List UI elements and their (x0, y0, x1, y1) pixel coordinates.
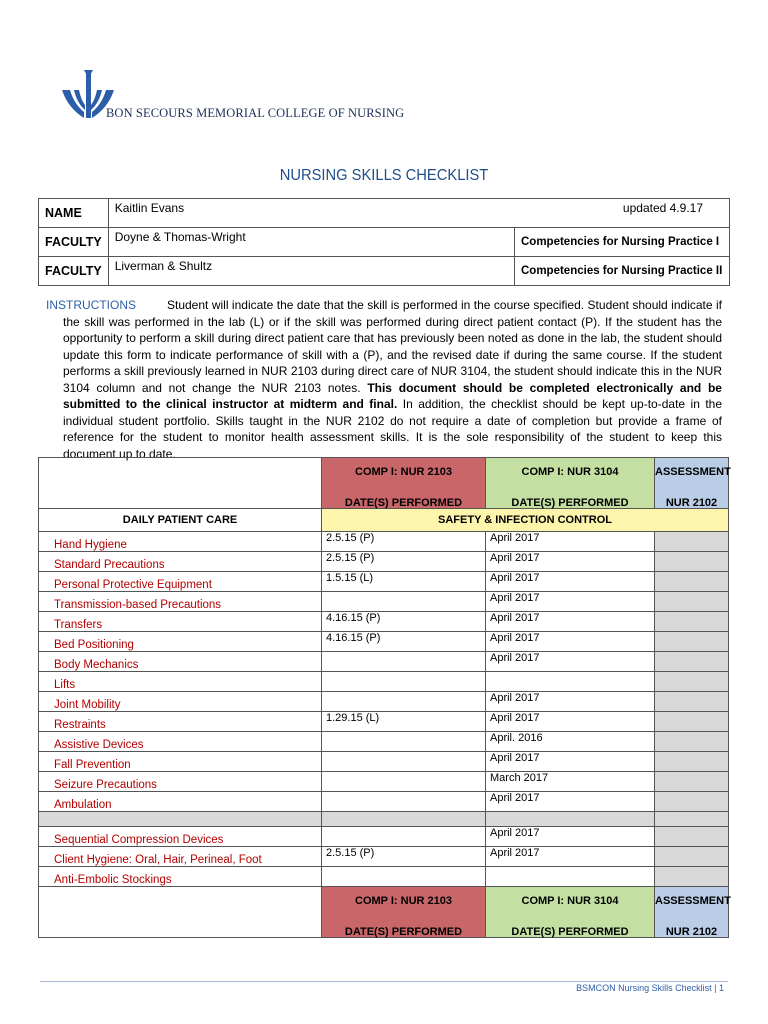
nur3104-date-cell[interactable]: April 2017 (486, 752, 655, 772)
comp2-subtitle: DATE(S) PERFORMED (511, 497, 629, 509)
skill-name: Standard Precautions (39, 552, 322, 572)
skill-row (39, 712, 729, 732)
comp1-title: COMP I: NUR 2103 (355, 895, 452, 907)
nur3104-date-cell[interactable]: April 2017 (486, 572, 655, 592)
course-2-label: Competencies for Nursing Practice II (515, 257, 730, 286)
skill-row (39, 552, 729, 572)
nur3104-date-cell[interactable]: April 2017 (486, 552, 655, 572)
nur3104-date-cell[interactable]: April 2017 (486, 532, 655, 552)
skill-row (39, 827, 729, 847)
skill-name: Personal Protective Equipment (39, 572, 322, 592)
nur3104-date-cell[interactable] (486, 867, 655, 887)
nur3104-date-cell[interactable]: April 2017 (486, 632, 655, 652)
skill-name: Ambulation (39, 792, 322, 812)
assessment-header (655, 887, 729, 938)
nur3104-date-cell[interactable]: April 2017 (486, 592, 655, 612)
nur3104-date-cell[interactable]: April 2017 (486, 652, 655, 672)
skill-name: Anti-Embolic Stockings (39, 867, 322, 887)
skill-row (39, 752, 729, 772)
assessment-cell (655, 692, 729, 712)
page-title: NURSING SKILLS CHECKLIST (279, 167, 489, 184)
name-label: NAME (39, 199, 109, 228)
skill-row (39, 572, 729, 592)
comp1-header (322, 887, 486, 938)
nur2103-date-cell[interactable]: 2.5.15 (P) (322, 847, 486, 867)
comp2-header (486, 887, 655, 938)
nur2103-date-cell[interactable] (322, 732, 486, 752)
nur2103-date-cell[interactable]: 4.16.15 (P) (322, 632, 486, 652)
skill-row (39, 652, 729, 672)
assessment-header (655, 458, 729, 509)
instructions-text-1: Student will indicate the date that the skill is performed in the course specified. Student should indicate if the skill was performed in the lab (L) or if the skill was performed during direct patient contact (P). If the student has the opportunity to perform a skill during direct patient care that has previously been noted as done in the lab, the student should update this form to indicate performance of skill with a (P), and the revised date if during the same course. If the student performs a skill previously learned in NUR 2103 during direct care of NUR 3104, the student should indicate this in the NUR 3104 column and not change the NUR 2103 notes. (63, 298, 722, 395)
assessment-cell (655, 672, 729, 692)
assessment-title: ASSESSMENT (655, 466, 731, 478)
nur2103-date-cell[interactable] (322, 692, 486, 712)
spacer-cell (39, 812, 322, 827)
updated-date: updated 4.9.17 (622, 201, 703, 215)
skill-row (39, 867, 729, 887)
assessment-cell (655, 532, 729, 552)
skill-name: Lifts (39, 672, 322, 692)
skill-row (39, 672, 729, 692)
nur2103-date-cell[interactable] (322, 792, 486, 812)
course-1-label: Competencies for Nursing Practice I (515, 228, 730, 257)
name-field[interactable] (108, 199, 729, 228)
skill-row (39, 532, 729, 552)
assessment-cell (655, 592, 729, 612)
skill-name: Joint Mobility (39, 692, 322, 712)
nur3104-date-cell[interactable]: April. 2016 (486, 732, 655, 752)
header-blank (39, 887, 322, 938)
spacer-row (39, 812, 729, 827)
skill-row (39, 772, 729, 792)
skill-row (39, 612, 729, 632)
faculty-1-field[interactable]: Doyne & Thomas-Wright (108, 228, 514, 257)
nur2103-date-cell[interactable] (322, 772, 486, 792)
column-footer-row (39, 887, 729, 938)
section-safety-infection-control: SAFETY & INFECTION CONTROL (322, 509, 729, 532)
skill-name: Transfers (39, 612, 322, 632)
college-logo (60, 70, 405, 122)
comp2-title: COMP I: NUR 3104 (521, 895, 619, 907)
nur3104-date-cell[interactable]: March 2017 (486, 772, 655, 792)
assessment-cell (655, 792, 729, 812)
nur2103-date-cell[interactable] (322, 652, 486, 672)
comp2-subtitle: DATE(S) PERFORMED (511, 926, 629, 938)
header-blank (39, 458, 322, 509)
assessment-course: NUR 2102 (665, 926, 718, 938)
skills-checklist-table (38, 457, 729, 938)
skill-name: Body Mechanics (39, 652, 322, 672)
assessment-course: NUR 2102 (665, 497, 718, 509)
section-header-row (39, 509, 729, 532)
skill-name: Bed Positioning (39, 632, 322, 652)
faculty-label: FACULTY (39, 257, 109, 286)
assessment-cell (655, 732, 729, 752)
nur2103-date-cell[interactable]: 4.16.15 (P) (322, 612, 486, 632)
comp1-subtitle: DATE(S) PERFORMED (344, 497, 463, 509)
assessment-cell (655, 867, 729, 887)
skill-name: Client Hygiene: Oral, Hair, Perineal, Foot (39, 847, 322, 867)
instructions-body (46, 297, 722, 462)
college-name: BON SECOURS MEMORIAL COLLEGE OF NURSING (106, 106, 405, 120)
assessment-cell (655, 827, 729, 847)
nur2103-date-cell[interactable]: 2.5.15 (P) (322, 552, 486, 572)
nur2103-date-cell[interactable] (322, 752, 486, 772)
comp2-title: COMP I: NUR 3104 (521, 466, 619, 478)
assessment-cell (655, 652, 729, 672)
nur3104-date-cell[interactable] (486, 672, 655, 692)
nur2103-date-cell[interactable]: 1.5.15 (L) (322, 572, 486, 592)
nur3104-date-cell[interactable]: April 2017 (486, 712, 655, 732)
nur3104-date-cell[interactable]: April 2017 (486, 827, 655, 847)
footer-divider (40, 981, 728, 982)
skill-row (39, 792, 729, 812)
assessment-cell (655, 612, 729, 632)
faculty-label: FACULTY (39, 228, 109, 257)
assessment-cell (655, 752, 729, 772)
skill-name: Fall Prevention (39, 752, 322, 772)
nur3104-date-cell[interactable]: April 2017 (486, 612, 655, 632)
nur3104-date-cell[interactable]: April 2017 (486, 692, 655, 712)
comp1-header (322, 458, 486, 509)
assessment-cell (655, 572, 729, 592)
nur3104-date-cell[interactable]: April 2017 (486, 847, 655, 867)
column-header-row (39, 458, 729, 509)
assessment-cell (655, 552, 729, 572)
comp1-title: COMP I: NUR 2103 (355, 466, 452, 478)
spacer-cell (486, 812, 655, 827)
instructions-text-2: In addition, the checklist should be kept up-to-date in the individual student portfolio. Skills taught in the NUR 2102 do not require a date of completion but provide a frame of reference for the student to monitor health assessment skills. It is the sole responsibility of the student to keep this document up to date. (63, 397, 723, 461)
skill-row (39, 692, 729, 712)
skill-name: Assistive Devices (39, 732, 322, 752)
faculty-2-field[interactable]: Liverman & Shultz (108, 257, 514, 286)
student-info-table (38, 198, 730, 286)
nur3104-date-cell[interactable]: April 2017 (486, 792, 655, 812)
page-footer: BSMCON Nursing Skills Checklist | 1 (576, 983, 724, 993)
skill-row (39, 847, 729, 867)
assessment-cell (655, 772, 729, 792)
assessment-title: ASSESSMENT (655, 895, 731, 907)
skill-name: Transmission-based Precautions (39, 592, 322, 612)
skill-row (39, 592, 729, 612)
instructions-bold: This document should be completed electronically and be submitted to the clinical instructor at midterm and final. (63, 380, 722, 411)
comp2-header (486, 458, 655, 509)
comp1-subtitle: DATE(S) PERFORMED (344, 926, 463, 938)
nur2103-date-cell[interactable] (322, 867, 486, 887)
skill-name: Sequential Compression Devices (39, 827, 322, 847)
section-daily-patient-care: DAILY PATIENT CARE (39, 509, 322, 532)
name-value: Kaitlin Evans (114, 201, 185, 215)
skill-name: Seizure Precautions (39, 772, 322, 792)
assessment-cell (655, 712, 729, 732)
assessment-cell (655, 847, 729, 867)
nur2103-date-cell[interactable]: 1.29.15 (L) (322, 712, 486, 732)
assessment-cell (655, 632, 729, 652)
nur2103-date-cell[interactable] (322, 827, 486, 847)
nur2103-date-cell[interactable] (322, 592, 486, 612)
instructions (46, 297, 722, 462)
spacer-cell (655, 812, 729, 827)
instructions-heading: INSTRUCTIONS (46, 298, 136, 312)
skill-row (39, 732, 729, 752)
skill-name: Hand Hygiene (39, 532, 322, 552)
nur2103-date-cell[interactable]: 2.5.15 (P) (322, 532, 486, 552)
nur2103-date-cell[interactable] (322, 672, 486, 692)
spacer-cell (322, 812, 486, 827)
skill-name: Restraints (39, 712, 322, 732)
skill-row (39, 632, 729, 652)
